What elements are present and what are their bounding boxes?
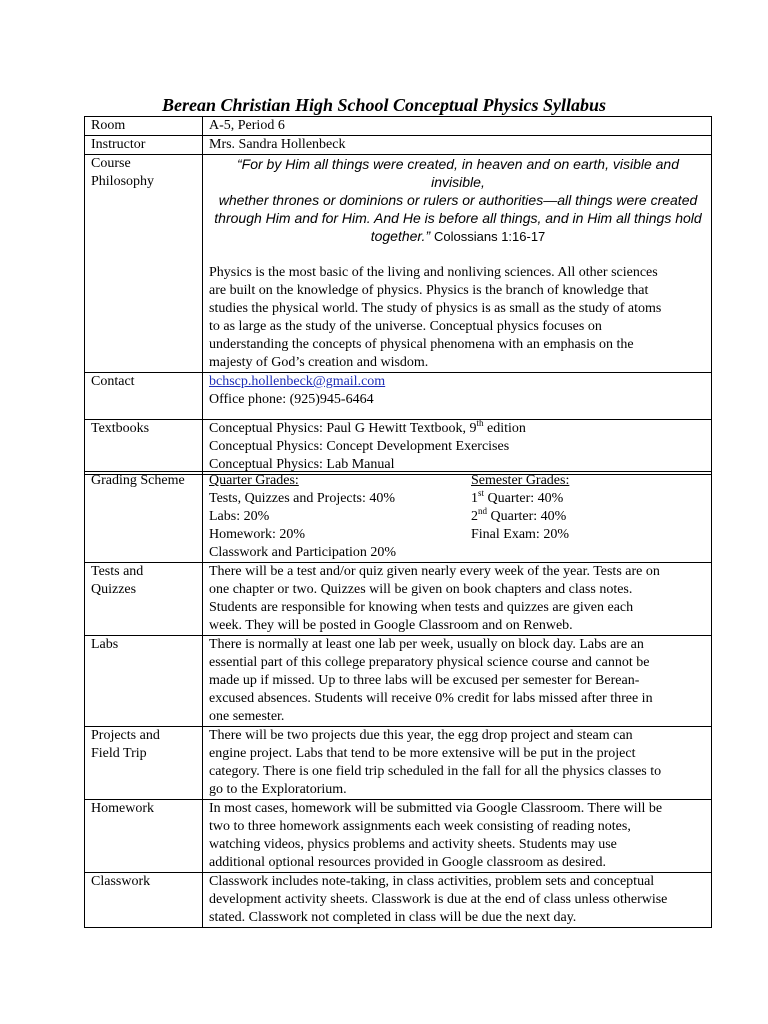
office-phone: Office phone: (925)945-6464	[209, 392, 374, 407]
text-line: made up if missed. Up to three labs will be excused per semester for Berean-	[209, 673, 640, 688]
text-line: one semester.	[209, 709, 285, 724]
text-line: essential part of this college preparatory physical science course and cannot be	[209, 655, 650, 670]
text-line: Physics is the most basic of the living and nonliving sciences. All other sciences	[209, 265, 658, 280]
grade-item: Final Exam: 20%	[471, 527, 569, 542]
text-line: engine project. Labs that tend to be more extensive will be put in the project	[209, 746, 636, 761]
text-line: There will be a test and/or quiz given nearly every week of the year. Tests are on	[209, 564, 660, 579]
quote-line: through Him and for Him. And He is before all things, and in Him all things hold	[214, 210, 702, 226]
text-line: development activity sheets. Classwork is due at the end of class unless otherwise	[209, 892, 668, 907]
email-link[interactable]: bchscp.hollenbeck@gmail.com	[209, 374, 386, 389]
philosophy-label	[85, 155, 203, 373]
textbooks-label: Textbooks	[85, 420, 203, 475]
table-row	[85, 873, 712, 928]
text-line: watching videos, physics problems and activity sheets. Students may use	[209, 837, 617, 852]
grade-item: Labs: 20%	[209, 509, 270, 524]
text-line: There will be two projects due this year, the egg drop project and steam can	[209, 728, 633, 743]
text-line: go to the Exploratorium.	[209, 782, 347, 797]
text-line: excused absences. Students will receive 0% credit for labs missed after three in	[209, 691, 653, 706]
table-row	[85, 420, 712, 475]
tests-content	[203, 563, 712, 636]
textbook-line: Conceptual Physics: Paul G Hewitt Textbook, 9th edition	[209, 418, 526, 436]
tests-label: Tests and Quizzes	[85, 563, 203, 636]
projects-label: Projects and Field Trip	[85, 727, 203, 800]
quarter-title: Quarter Grades:	[209, 473, 299, 488]
text-line: There is normally at least one lab per week, usually on block day. Labs are an	[209, 637, 644, 652]
textbooks-content	[203, 420, 712, 475]
quarter-grades	[209, 472, 471, 562]
text-line: week. They will be posted in Google Classroom and on Renweb.	[209, 618, 573, 633]
grade-item: Classwork and Participation 20%	[209, 545, 397, 560]
instructor-value: Mrs. Sandra Hollenbeck	[203, 136, 712, 155]
table-row	[85, 563, 712, 636]
classwork-label: Classwork	[85, 873, 203, 928]
scripture-quote	[209, 155, 711, 246]
policies-table	[84, 471, 712, 928]
text-line: studies the physical world. The study of physics is as small as the study of atoms	[209, 301, 662, 316]
text-line: In most cases, homework will be submitted via Google Classroom. There will be	[209, 801, 663, 816]
projects-content	[203, 727, 712, 800]
table-row	[85, 636, 712, 727]
table-row	[85, 117, 712, 136]
labs-content	[203, 636, 712, 727]
label-line: Course	[91, 156, 131, 171]
text-line: to as large as the study of the universe. Conceptual physics focuses on	[209, 319, 602, 334]
contact-content	[203, 373, 712, 420]
table-row	[85, 800, 712, 873]
textbook-line: Conceptual Physics: Concept Development Exercises	[209, 439, 510, 454]
classwork-content	[203, 873, 712, 928]
quote-end: together.”	[370, 228, 431, 244]
grade-item: Tests, Quizzes and Projects: 40%	[209, 491, 396, 506]
grading-label: Grading Scheme	[85, 472, 203, 563]
table-row	[85, 373, 712, 420]
philosophy-content	[203, 155, 712, 373]
room-value: A-5, Period 6	[203, 117, 712, 136]
homework-label: Homework	[85, 800, 203, 873]
labs-label: Labs	[85, 636, 203, 727]
scripture-reference: Colossians 1:16-17	[434, 229, 546, 244]
philosophy-paragraph	[209, 264, 711, 372]
text-line: understanding the concepts of physical phenomena with an emphasis on the	[209, 337, 634, 352]
text-line: additional optional resources provided in Google classroom as desired.	[209, 855, 606, 870]
text-line: stated. Classwork not completed in class will be due the next day.	[209, 910, 577, 925]
text-line: two to three homework assignments each week consisting of reading notes,	[209, 819, 631, 834]
grade-item: 2nd Quarter: 40%	[471, 506, 567, 524]
contact-label: Contact	[85, 373, 203, 420]
text-line: category. There is one field trip scheduled in the fall for all the physics classes to	[209, 764, 662, 779]
text-line: one chapter or two. Quizzes will be given on book chapters and class notes.	[209, 582, 633, 597]
table-row	[85, 155, 712, 373]
semester-title: Semester Grades:	[471, 473, 570, 488]
text-line: Classwork includes note-taking, in class activities, problem sets and conceptual	[209, 874, 655, 889]
text-line: Students are responsible for knowing when tests and quizzes are given each	[209, 600, 634, 615]
textbook-line: Conceptual Physics: Lab Manual	[209, 457, 395, 472]
text-line: are built on the knowledge of physics. Physics is the branch of knowledge that	[209, 283, 649, 298]
room-label: Room	[85, 117, 203, 136]
grade-item: Homework: 20%	[209, 527, 306, 542]
grading-content	[203, 472, 712, 563]
text-line: majesty of God’s creation and wisdom.	[209, 355, 429, 370]
table-row	[85, 136, 712, 155]
homework-content	[203, 800, 712, 873]
instructor-label: Instructor	[85, 136, 203, 155]
semester-grades	[471, 472, 711, 562]
grade-item: 1st Quarter: 40%	[471, 488, 564, 506]
label-line: Philosophy	[91, 174, 155, 189]
course-info-table	[84, 116, 712, 475]
table-row	[85, 727, 712, 800]
quote-line	[209, 227, 707, 246]
quote-line: “For by Him all things were created, in heaven and on earth, visible and invisible,	[236, 156, 679, 190]
table-row	[85, 472, 712, 563]
quote-line: whether thrones or dominions or rulers or authorities—all things were created	[218, 192, 698, 208]
page-title: Berean Christian High School Conceptual Physics Syllabus	[161, 95, 607, 115]
